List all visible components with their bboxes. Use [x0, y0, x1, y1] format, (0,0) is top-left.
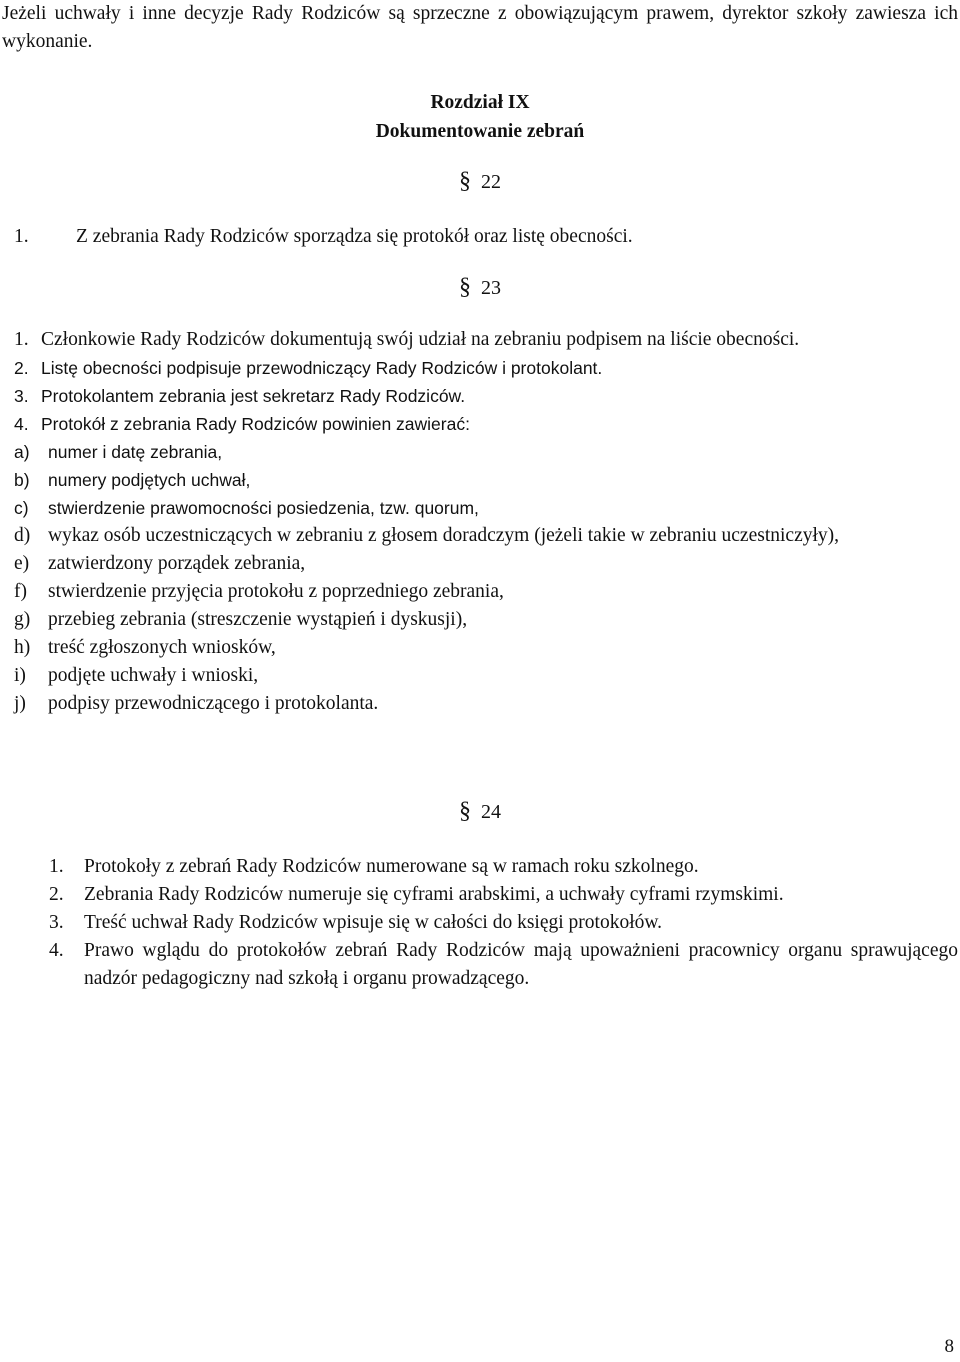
item-label: 3.	[14, 386, 29, 406]
subitem-label: c)	[14, 498, 29, 518]
item-label: 3.	[49, 912, 64, 933]
page-number: 8	[944, 1336, 954, 1357]
item-label: 1.	[14, 226, 29, 247]
sublist-item	[14, 634, 958, 662]
section-heading-23	[0, 274, 960, 301]
section-number: 24	[481, 801, 501, 823]
sublist-item	[14, 606, 958, 634]
item-text: Z zebrania Rady Rodziców sporządza się protokół oraz listę obecności.	[76, 226, 633, 247]
list-item	[49, 881, 958, 909]
subitem-text: numer i datę zebrania,	[48, 442, 223, 462]
subitem-label: i)	[14, 665, 26, 686]
sublist-item	[14, 690, 958, 718]
item-text: Protokolantem zebrania jest sekretarz Rady Rodziców.	[41, 386, 466, 406]
sublist-item	[14, 662, 958, 690]
subitem-text: wykaz osób uczestniczących w zebraniu z głosem doradczym (jeżeli takie w zebraniu uczestniczyły),	[48, 525, 840, 546]
intro-text: Jeżeli uchwały i inne decyzje Rady Rodziców są sprzeczne z obowiązującym prawem, dyrektor szkoły zawiesza ich wykonanie.	[2, 3, 958, 52]
section-heading-22	[0, 168, 960, 195]
section-symbol: §	[459, 274, 471, 300]
item-text: Zebrania Rady Rodziców numeruje się cyframi arabskimi, a uchwały cyframi rzymskimi.	[84, 884, 784, 905]
item-text: Prawo wglądu do protokołów zebrań Rady Rodziców mają upoważnieni pracownicy organu sprawującego nadzór pedagogiczny nad szkołą i organu prowadzącego.	[84, 940, 958, 989]
section-symbol: §	[459, 798, 471, 824]
subitem-text: przebieg zebrania (streszczenie wystąpień i dyskusji),	[48, 609, 468, 630]
item-text: Członkowie Rady Rodziców dokumentują swój udział na zebraniu podpisem na liście obecności.	[41, 329, 800, 350]
item-text: Protokół z zebrania Rady Rodziców powinien zawierać:	[41, 414, 470, 434]
subitem-label: d)	[14, 525, 31, 546]
subitem-text: podjęte uchwały i wnioski,	[48, 665, 259, 686]
item-label: 2.	[14, 358, 29, 378]
item-text: Treść uchwał Rady Rodziców wpisuje się w całości do księgi protokołów.	[84, 912, 663, 933]
list-item	[14, 354, 958, 382]
list-item	[14, 410, 958, 438]
subitem-text: podpisy przewodniczącego i protokolanta.	[48, 693, 379, 714]
sublist-item	[14, 438, 958, 466]
subitem-text: stwierdzenie prawomocności posiedzenia, tzw. quorum,	[48, 498, 479, 518]
item-label: 1.	[14, 329, 29, 350]
section-number: 22	[481, 171, 501, 193]
sublist-item	[14, 522, 958, 550]
sublist-item	[14, 578, 958, 606]
list-item	[49, 937, 958, 993]
section-22-list	[14, 223, 958, 251]
section-23-list	[14, 326, 958, 718]
subitem-text: stwierdzenie przyjęcia protokołu z poprzedniego zebrania,	[48, 581, 504, 602]
subitem-label: a)	[14, 442, 30, 462]
item-label: 4.	[14, 414, 29, 434]
section-heading-24	[0, 798, 960, 825]
list-item	[14, 382, 958, 410]
list-item	[14, 223, 958, 251]
section-symbol: §	[459, 168, 471, 194]
subitem-label: h)	[14, 637, 31, 658]
subitem-label: e)	[14, 553, 30, 574]
chapter-number: Rozdział IX	[430, 92, 530, 113]
sublist	[14, 438, 958, 718]
sublist-item	[14, 494, 958, 522]
section-number: 23	[481, 277, 501, 299]
subitem-label: j)	[14, 693, 26, 714]
subitem-text: zatwierdzony porządek zebrania,	[48, 553, 306, 574]
section-24-list	[49, 853, 958, 993]
item-text: Listę obecności podpisuje przewodniczący Rady Rodziców i protokolant.	[41, 358, 603, 378]
subitem-label: f)	[14, 581, 27, 602]
intro-paragraph	[2, 0, 958, 56]
list-item	[49, 853, 958, 881]
item-text: Protokoły z zebrań Rady Rodziców numerowane są w ramach roku szkolnego.	[84, 856, 699, 877]
list-item	[49, 909, 958, 937]
chapter-heading	[0, 88, 960, 146]
subitem-text: numery podjętych uchwał,	[48, 470, 251, 490]
item-label: 4.	[49, 940, 64, 961]
subitem-label: g)	[14, 609, 31, 630]
chapter-title: Dokumentowanie zebrań	[375, 121, 585, 142]
list-item	[14, 326, 958, 354]
subitem-label: b)	[14, 470, 30, 490]
subitem-text: treść zgłoszonych wniosków,	[48, 637, 276, 658]
sublist-item	[14, 466, 958, 494]
sublist-item	[14, 550, 958, 578]
item-label: 2.	[49, 884, 64, 905]
item-label: 1.	[49, 856, 64, 877]
